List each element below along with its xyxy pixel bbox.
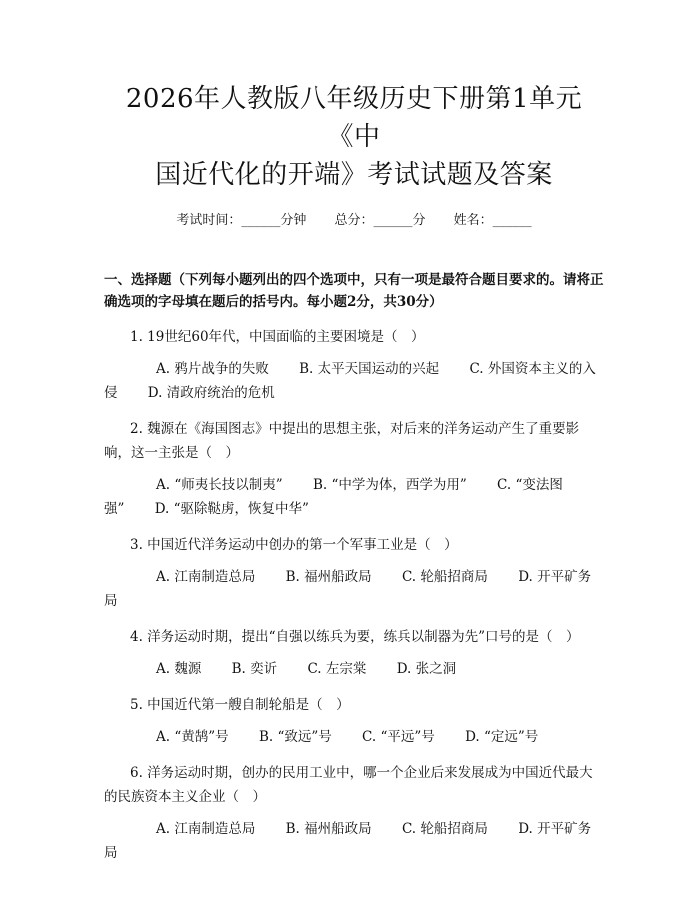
- exam-time-label: 考试时间：______分钟: [176, 213, 307, 228]
- exam-meta: [104, 211, 604, 231]
- question: [104, 417, 604, 521]
- option-a: A. 江南制造总局: [156, 569, 256, 585]
- question-options: [104, 565, 604, 613]
- option-c: C. “变法图强”: [104, 477, 563, 517]
- question: [104, 625, 604, 681]
- option-c: C. 左宗棠: [307, 661, 367, 677]
- option-c: C. 轮船招商局: [401, 569, 488, 585]
- option-b: B. “中学为体，西学为用”: [312, 477, 467, 493]
- question-stem: 4. 洋务运动时期，提出“自强以练兵为要，练兵以制器为先”口号的是（ ）: [130, 629, 580, 645]
- exam-title-line-1: 2026年人教版八年级历史下册第1单元《中: [125, 84, 583, 152]
- question-options: [104, 725, 604, 749]
- question: [104, 325, 604, 405]
- question-stem: 6. 洋务运动时期，创办的民用工业中，哪一个企业后来发展成为中国近代最大的民族资本主义企业（ ）: [104, 765, 593, 805]
- option-c: C. 轮船招商局: [401, 821, 488, 837]
- option-a: A. “师夷长技以制夷”: [156, 477, 283, 493]
- question-stem: 2. 魏源在《海国图志》中提出的思想主张，对后来的洋务运动产生了重要影响，这一主张是（ ）: [104, 421, 580, 461]
- exam-title-line-2: 国近代化的开端》考试试题及答案: [155, 160, 553, 190]
- option-d: D. 开平矿务局: [104, 569, 592, 609]
- option-a: A. 魏源: [156, 661, 202, 677]
- question-options: [104, 357, 604, 405]
- question: [104, 533, 604, 613]
- option-d: D. 开平矿务局: [104, 821, 592, 861]
- question-options: [104, 473, 604, 521]
- total-score-label: 总分：______分: [334, 213, 426, 228]
- option-b: B. 福州船政局: [285, 569, 372, 585]
- exam-title: [104, 0, 604, 194]
- question-stem: 3. 中国近代洋务运动中创办的第一个军事工业是（ ）: [130, 537, 458, 553]
- option-b: B. 奕䜣: [231, 661, 278, 677]
- question: [104, 761, 604, 865]
- question-options: [104, 817, 604, 865]
- question-stem: 1. 19世纪60年代，中国面临的主要困境是（ ）: [130, 329, 425, 345]
- option-d: D. “驱除鞑虏，恢复中华”: [154, 501, 309, 517]
- section-heading-choice: 一、选择题（下列每小题列出的四个选项中，只有一项是最符合题目要求的。请将正确选项的字母填在题后的括号内。每小题2分，共30分）: [104, 272, 604, 310]
- option-d: D. “定远”号: [465, 729, 539, 745]
- question-stem: 5. 中国近代第一艘自制轮船是（ ）: [130, 697, 350, 713]
- question-options: [104, 657, 604, 681]
- option-d: D. 清政府统治的危机: [147, 385, 275, 401]
- student-name-label: 姓名：______: [453, 213, 532, 228]
- option-a: A. “黄鹄”号: [156, 729, 229, 745]
- option-a: A. 鸦片战争的失败: [156, 361, 269, 377]
- option-b: B. 太平天国运动的兴起: [299, 361, 440, 377]
- option-c: C. 外国资本主义的入侵: [104, 361, 596, 401]
- option-b: B. “致远”号: [258, 729, 332, 745]
- option-c: C. “平远”号: [362, 729, 435, 745]
- option-d: D. 张之洞: [396, 661, 457, 677]
- option-b: B. 福州船政局: [285, 821, 372, 837]
- option-a: A. 江南制造总局: [156, 821, 256, 837]
- question: [104, 693, 604, 749]
